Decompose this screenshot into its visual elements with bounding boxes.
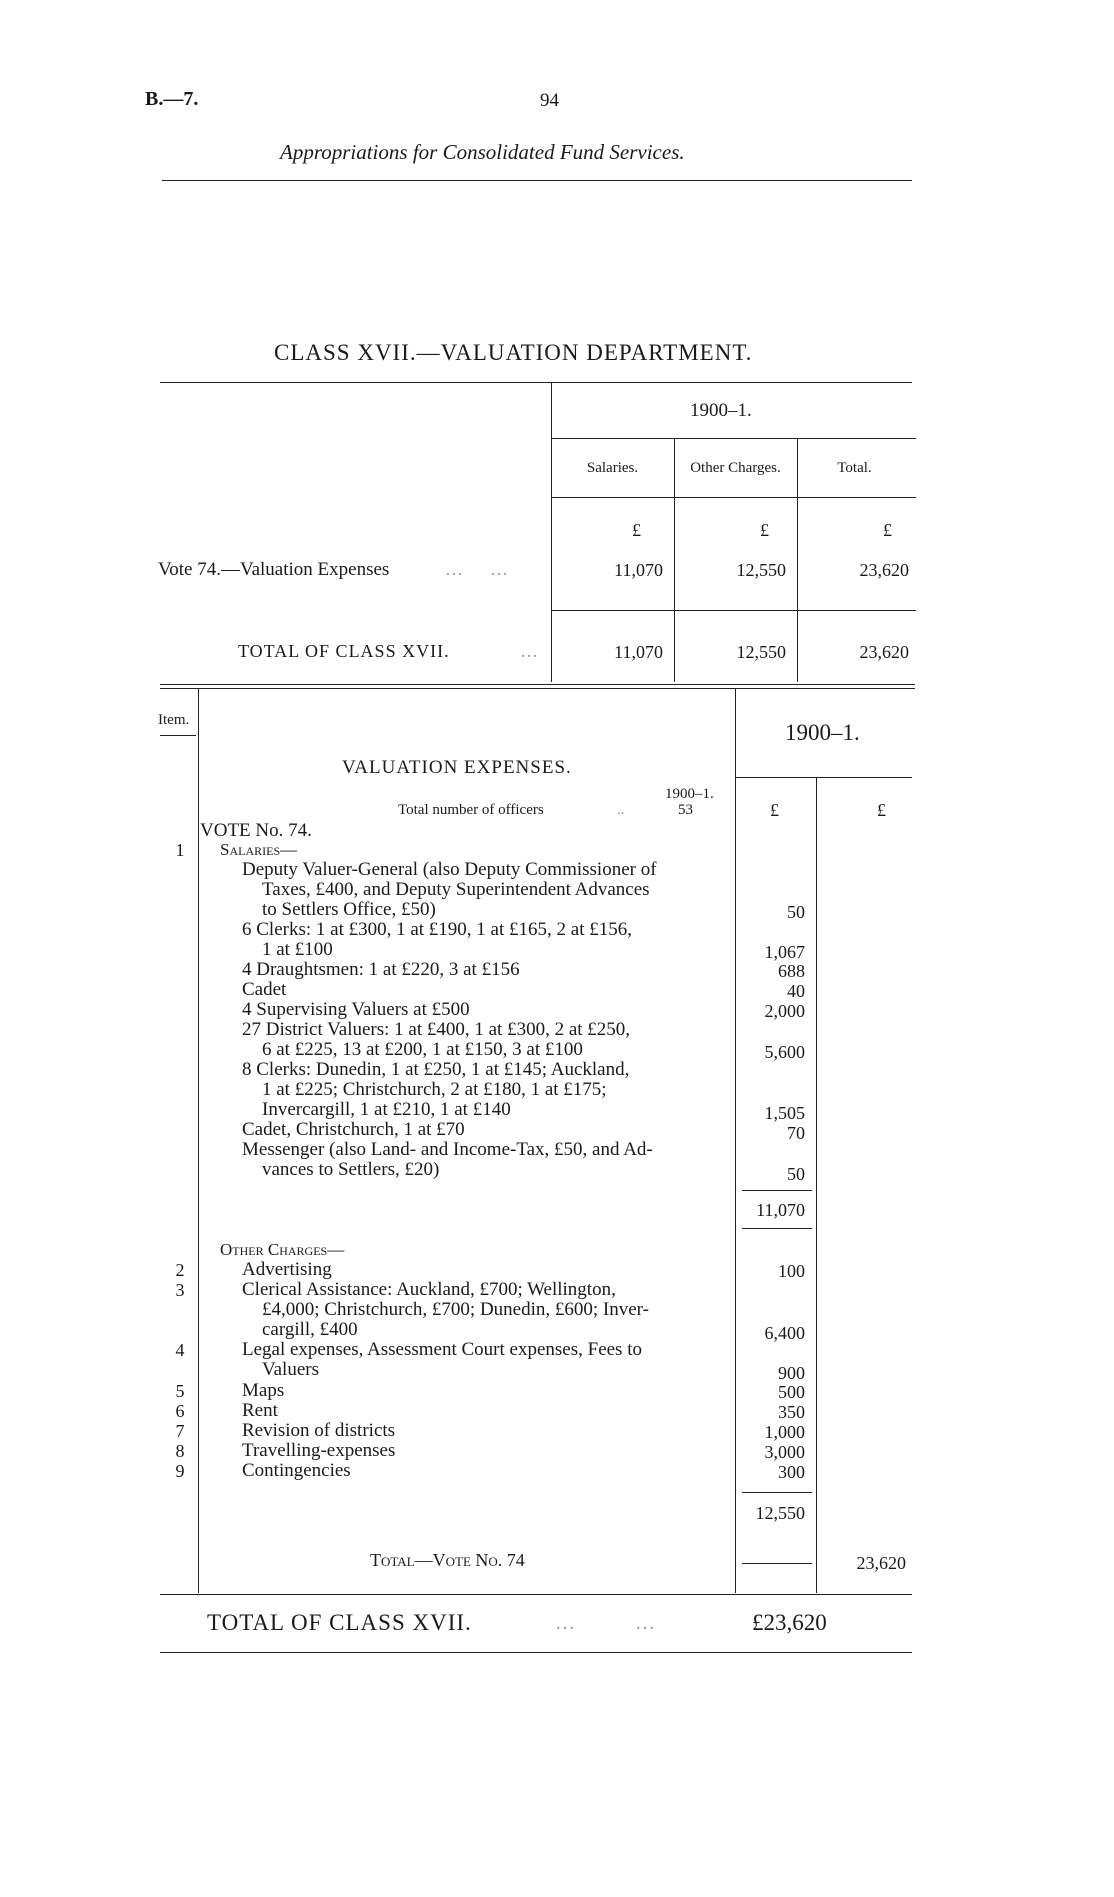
charge-line: cargill, £400 (262, 1319, 358, 1340)
detail-year: 1900–1. (785, 720, 860, 745)
salary-amount: 50 (787, 902, 805, 922)
item-number: 3 (175, 1280, 185, 1300)
salary-amount: 688 (778, 961, 805, 981)
charge-line: Revision of districts (242, 1420, 396, 1441)
salary-line: 4 Supervising Valuers at £500 (242, 999, 470, 1020)
detail-title: VALUATION EXPENSES. (342, 757, 572, 778)
class-total-label: TOTAL OF CLASS XVII. (207, 1610, 472, 1635)
charge-line: Advertising (242, 1259, 332, 1280)
summary-vote-salaries: 11,070 (614, 560, 663, 580)
document-reference: B.—7. (145, 88, 199, 110)
detail-currency-sub: £ (770, 800, 779, 820)
salary-line: 27 District Valuers: 1 at £400, 1 at £300, 2 at £250, (242, 1019, 631, 1040)
salary-line: 1 at £100 (262, 939, 333, 960)
salary-amount: 1,505 (764, 1103, 805, 1123)
class-title: CLASS XVII.—VALUATION DEPARTMENT. (274, 340, 753, 365)
salary-line: Invercargill, 1 at £210, 1 at £140 (262, 1099, 511, 1120)
salaries-subtotal: 11,070 (756, 1200, 805, 1220)
salary-line: 6 Clerks: 1 at £300, 1 at £190, 1 at £165, 2 at £156, (242, 919, 632, 940)
salary-line: 8 Clerks: Dunedin, 1 at £250, 1 at £145; Auckland, (242, 1059, 630, 1080)
charge-amount: 6,400 (764, 1323, 805, 1343)
salary-line: Cadet (242, 979, 287, 1000)
summary-currency-salaries: £ (632, 520, 641, 540)
charge-line: Maps (242, 1380, 285, 1401)
salary-amount: 40 (787, 981, 805, 1001)
charge-line: £4,000; Christchurch, £700; Dunedin, £600; Inver- (262, 1299, 649, 1320)
salary-amount: 70 (787, 1123, 805, 1143)
salary-line: Deputy Valuer-General (also Deputy Commissioner of (242, 859, 657, 880)
charge-line: Valuers (262, 1359, 319, 1380)
item-number: 5 (175, 1381, 185, 1401)
other-charges-heading: Other Charges— (220, 1240, 345, 1259)
item-number: 6 (175, 1401, 185, 1421)
item-number: 8 (175, 1441, 185, 1461)
salary-line: Taxes, £400, and Deputy Superintendent Advances (262, 879, 650, 900)
item-column-header: Item. (158, 712, 190, 728)
charge-line: Rent (242, 1400, 278, 1421)
salary-amount: 50 (787, 1164, 805, 1184)
summary-total-label: TOTAL OF CLASS XVII. (238, 641, 450, 661)
summary-year: 1900–1. (690, 400, 752, 421)
summary-currency-total: £ (883, 520, 892, 540)
charge-line: Clerical Assistance: Auckland, £700; Wellington, (242, 1279, 616, 1300)
salary-amount: 2,000 (764, 1001, 805, 1021)
class-total-amount: £23,620 (752, 1610, 827, 1635)
salaries-heading: Salaries— (220, 840, 298, 859)
summary-col-other-charges: Other Charges. (690, 460, 781, 476)
summary-vote-total: 23,620 (859, 560, 909, 580)
summary-total-other: 12,550 (736, 642, 786, 662)
charge-amount: 3,000 (764, 1442, 805, 1462)
vote-heading: VOTE No. 74. (200, 820, 312, 841)
officers-year: 1900–1. (665, 786, 714, 802)
charge-line: Travelling-expenses (242, 1440, 396, 1461)
salary-line: 6 at £225, 13 at £200, 1 at £150, 3 at £100 (262, 1039, 583, 1060)
item-number: 7 (175, 1421, 185, 1441)
salary-line: Cadet, Christchurch, 1 at £70 (242, 1119, 465, 1140)
summary-currency-other: £ (760, 520, 769, 540)
page-number: 94 (540, 90, 559, 111)
salary-amount: 5,600 (764, 1042, 805, 1062)
charge-amount: 300 (778, 1462, 805, 1482)
charge-amount: 350 (778, 1402, 805, 1422)
summary-col-total: Total. (837, 460, 872, 476)
item-number: 2 (175, 1260, 185, 1280)
charge-amount: 100 (778, 1261, 805, 1281)
item-number: 4 (175, 1340, 185, 1360)
salary-line: vances to Settlers, £20) (262, 1159, 440, 1180)
salary-line: 4 Draughtsmen: 1 at £220, 3 at £156 (242, 959, 520, 980)
running-title: Appropriations for Consolidated Fund Services. (280, 140, 685, 164)
salary-line: 1 at £225; Christchurch, 2 at £180, 1 at £175; (262, 1079, 607, 1100)
summary-total-total: 23,620 (859, 642, 909, 662)
item-number: 9 (175, 1461, 185, 1481)
salary-amount: 1,067 (764, 942, 805, 962)
vote-total-amount: 23,620 (856, 1553, 906, 1573)
summary-vote-other: 12,550 (736, 560, 786, 580)
summary-total-salaries: 11,070 (614, 642, 663, 662)
summary-col-salaries: Salaries. (586, 460, 639, 476)
item-number: 1 (175, 840, 185, 860)
detail-currency-total: £ (877, 800, 886, 820)
officers-count: 53 (678, 802, 693, 818)
charge-line: Legal expenses, Assessment Court expenses, Fees to (242, 1339, 642, 1360)
other-charges-subtotal: 12,550 (755, 1503, 805, 1523)
charge-line: Contingencies (242, 1460, 351, 1481)
summary-vote-label: Vote 74.—Valuation Expenses (158, 559, 390, 580)
vote-total-label: Total—Vote No. 74 (370, 1550, 525, 1570)
charge-amount: 1,000 (764, 1422, 805, 1442)
charge-amount: 500 (778, 1382, 805, 1402)
charge-amount: 900 (778, 1363, 805, 1383)
officers-label: Total number of officers (398, 802, 544, 818)
salary-line: to Settlers Office, £50) (262, 899, 436, 920)
salary-line: Messenger (also Land- and Income-Tax, £50, and Ad- (242, 1139, 653, 1160)
